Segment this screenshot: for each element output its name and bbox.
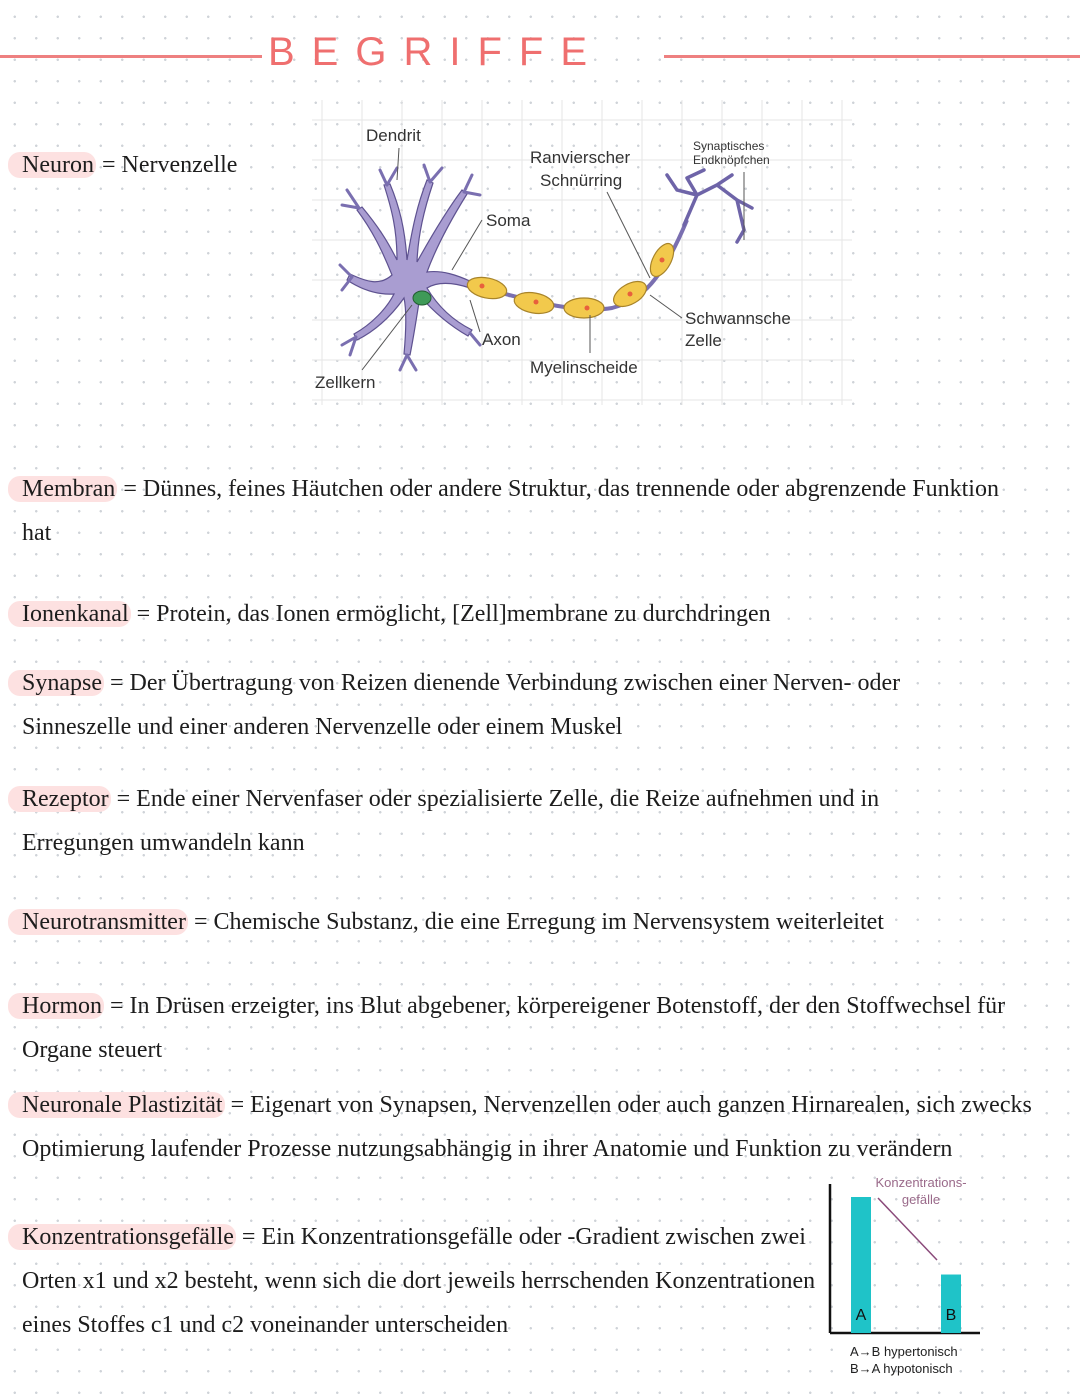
term-definition: Protein, das Ionen ermöglicht, [Zell]membrane zu durchdringen: [156, 601, 771, 627]
page-title: BEGRIFFE: [268, 30, 605, 74]
gradient-title-2: gefälle: [901, 1192, 941, 1207]
nucleus-shape: [413, 291, 431, 305]
term-label: Neuron: [8, 152, 96, 178]
label-schwann-1: Schwannsche: [685, 309, 791, 328]
term-neuronale-plastizitaet: [22, 1083, 1032, 1171]
term-definition: In Drüsen erzeigter, ins Blut abgebener, körpereigener Botenstoff, der den Stoffwechsel für Organe steuert: [22, 993, 1006, 1063]
term-label: Neuronale Plastizität: [8, 1092, 225, 1118]
term-label: Hormon: [8, 993, 104, 1019]
term-definition: Ende einer Nervenfaser oder spezialisierte Zelle, die Reize aufnehmen und in Erregungen umwandeln kann: [22, 786, 880, 856]
term-label: Rezeptor: [8, 786, 111, 812]
label-ranvier-1: Ranvierscher: [530, 148, 631, 167]
term-definition: Dünnes, feines Häutchen oder andere Struktur, das trennende oder abgrenzende Funktion hat: [22, 476, 999, 546]
synaptic-terminals: [667, 170, 752, 242]
gradient-caption-2: B→A hypotonisch: [850, 1361, 953, 1376]
term-separator: =: [241, 1224, 256, 1250]
term-neurotransmitter: [22, 900, 1022, 944]
label-schwann-2: Zelle: [685, 331, 722, 350]
term-synapse: [22, 661, 997, 749]
term-separator: =: [116, 786, 131, 812]
label-ranvier-2: Schnürring: [540, 171, 623, 190]
term-separator: =: [136, 601, 151, 627]
myelin-sheath: [465, 240, 678, 318]
term-ionenkanal: [22, 592, 1022, 636]
term-label: Neurotransmitter: [8, 909, 188, 935]
label-synapse-2: Endknöpfchen: [693, 153, 770, 167]
bar-a-label: A: [855, 1307, 867, 1324]
label-axon: Axon: [482, 330, 521, 349]
term-label: Ionenkanal: [8, 601, 131, 627]
label-dendrit: Dendrit: [366, 126, 421, 145]
neuron-diagram: [312, 100, 852, 405]
term-neuron: [22, 143, 237, 187]
term-label: Membran: [8, 476, 117, 502]
term-definition: Nervenzelle: [121, 152, 238, 178]
header-line-right: [664, 55, 1080, 58]
gradient-slope-line: [878, 1198, 937, 1260]
bar-b-label: B: [945, 1307, 957, 1324]
term-hormon: [22, 984, 1062, 1072]
term-definition: Der Übertragung von Reizen dienende Verbindung zwischen einer Nerven- oder Sinneszelle und einer anderen Nervenzelle oder einem Muskel: [22, 670, 901, 740]
label-zellkern: Zellkern: [315, 373, 376, 392]
gradient-caption-1: A→B hypertonisch: [850, 1344, 958, 1359]
term-separator: =: [101, 152, 116, 178]
gradient-diagram: [826, 1170, 996, 1385]
term-label: Konzentrationsgefälle: [8, 1224, 236, 1250]
header-line-left: [0, 55, 262, 58]
term-definition: Ein Konzentrationsgefälle oder -Gradient zwischen zwei Orten x1 und x2 besteht, wenn sich die dort jeweils herrschenden Konzentrationen eines Stoffes c1 und c2 voneinander unterscheiden: [22, 1224, 816, 1338]
label-soma: Soma: [486, 211, 531, 230]
gradient-title-1: Konzentrations-: [875, 1175, 967, 1190]
term-separator: =: [193, 909, 208, 935]
term-separator: =: [110, 993, 124, 1019]
term-membran: [22, 467, 1002, 555]
label-myelin: Myelinscheide: [530, 358, 638, 377]
term-konzentrationsgefaelle: [22, 1215, 817, 1347]
bar-b: [941, 1275, 961, 1333]
term-separator: =: [230, 1092, 245, 1118]
term-separator: =: [110, 670, 124, 696]
term-definition: Eigenart von Synapsen, Nervenzellen oder auch ganzen Hirnarealen, sich zwecks Optimierung laufender Prozesse nutzungsabhängig in ihrer Anatomie und Funktion zu verändern: [22, 1092, 1032, 1162]
label-synapse-1: Synaptisches: [693, 139, 765, 153]
term-separator: =: [123, 476, 137, 502]
term-definition: Chemische Substanz, die eine Erregung im Nervensystem weiterleitet: [213, 909, 884, 935]
term-rezeptor: [22, 777, 982, 865]
term-label: Synapse: [8, 670, 104, 696]
